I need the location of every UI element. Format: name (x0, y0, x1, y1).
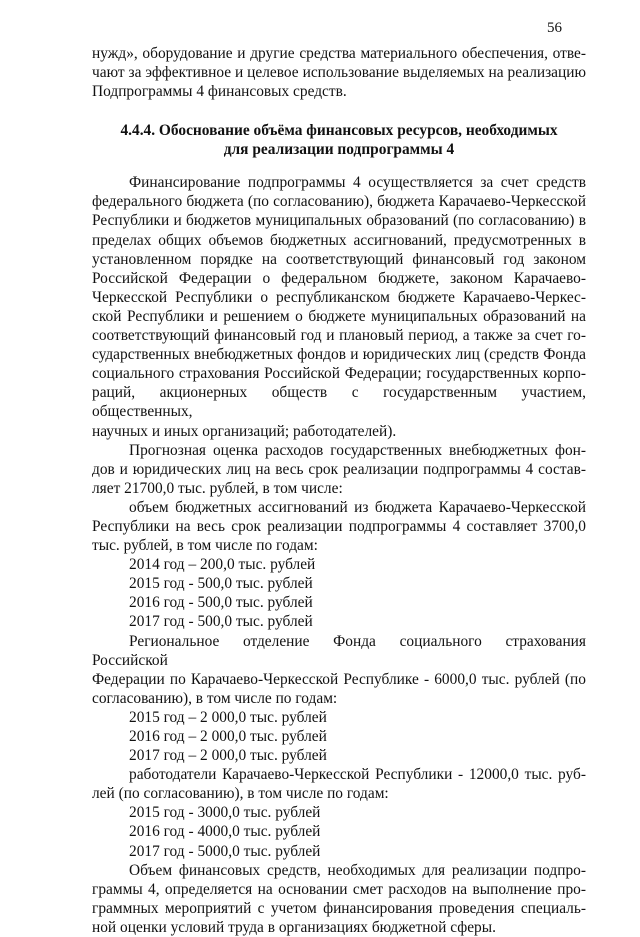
list-item: 2017 год - 5000,0 тыс. рублей (129, 842, 321, 860)
list-item: 2017 год - 500,0 тыс. рублей (129, 613, 313, 631)
section-heading-line: 4.4.4. Обоснование объёма финансовых ресурсов, необходимых (120, 122, 558, 140)
paragraph-line: согласованию), в том числе по годам: (92, 689, 338, 707)
paragraph-line: Республики на весь срок реализации подпрограммы 4 составляет 3700,0 (92, 517, 586, 535)
paragraph-line: тыс. рублей, в том числе по годам: (92, 537, 318, 555)
list-item: 2015 год – 2 000,0 тыс. рублей (129, 708, 327, 726)
paragraph-line: Прогнозная оценка расходов государственных внебюджетных фон- (129, 441, 586, 459)
list-item: 2016 год - 500,0 тыс. рублей (129, 594, 313, 612)
paragraph-line: сударственных внебюджетных фондов и юридических лиц (средств Фонда (92, 346, 586, 364)
paragraph-line: Финансирование подпрограммы 4 осуществляется за счет средств (129, 174, 586, 192)
intro-line: чают за эффективное и целевое использование выделяемых на реализацию (92, 64, 586, 82)
paragraph-line: пределах общих объемов бюджетных ассигнований, предусмотренных в (92, 231, 586, 249)
page-content (92, 44, 586, 937)
intro-line: Подпрограммы 4 финансовых средств. (92, 83, 347, 101)
paragraph-line: Объем финансовых средств, необходимых для реализации подпро- (129, 861, 586, 879)
paragraph-line: Региональное отделение Фонда социального страхования Российской (92, 632, 586, 669)
list-item: 2015 год - 3000,0 тыс. рублей (129, 804, 321, 822)
list-item: 2016 год – 2 000,0 тыс. рублей (129, 728, 327, 745)
paragraph-line: раций, акционерных обществ с государственным участием, общественных, (92, 384, 586, 421)
paragraph-line: ской Республики и решением о бюджете муниципальных образований на (92, 307, 586, 325)
paragraph-line: Российской Федерации о федеральном бюджете, законом Карачаево- (92, 269, 586, 287)
section-heading (92, 121, 586, 159)
list-item: 2015 год - 500,0 тыс. рублей (129, 575, 313, 593)
section-heading-line: для реализации подпрограммы 4 (223, 141, 455, 159)
list-item: 2016 год - 4000,0 тыс. рублей (129, 823, 321, 841)
paragraph-line: соответствующий финансовый год и плановый период, а также за счет го- (92, 327, 586, 345)
paragraph-line: установленном порядке на соответствующий финансовый год законом (92, 250, 586, 268)
paragraph-line: научных и иных организаций; работодателей). (92, 422, 397, 440)
paragraph-line: работодатели Карачаево-Черкесской Республики - 12000,0 тыс. руб- (129, 766, 586, 784)
paragraph-line: Черкесской Республики о республиканском бюджете Карачаево-Черкес- (92, 288, 586, 306)
paragraph-line: дов и юридических лиц на весь срок реализации подпрограммы 4 состав- (92, 460, 586, 478)
paragraph-line: Республики и бюджетов муниципальных образований (по согласованию) в (92, 212, 586, 230)
intro-line: нужд», оборудование и другие средства материального обеспечения, отве- (92, 45, 586, 62)
paragraph-line: Федерации по Карачаево-Черкесской Республике - 6000,0 тыс. рублей (по (92, 670, 586, 688)
paragraph-line: ной оценки условий труда в организациях бюджетной сферы. (92, 918, 496, 936)
paragraph-line: социального страхования Российской Федерации; государственных корпо- (92, 365, 586, 383)
paragraph-line: граммных мероприятий с учетом финансирования проведения специаль- (92, 899, 586, 917)
paragraph-line: лей (по согласованию), в том числе по годам: (92, 785, 389, 803)
paragraph-line: ляет 21700,0 тыс. рублей, в том числе: (92, 479, 343, 497)
paragraph-line: граммы 4, определяется на основании смет расходов на выполнение про- (92, 880, 586, 898)
paragraph-line: объем бюджетных ассигнований из бюджета Карачаево-Черкесской (129, 498, 586, 516)
list-item: 2014 год – 200,0 тыс. рублей (129, 556, 316, 574)
page-number: 56 (547, 20, 562, 36)
list-item: 2017 год – 2 000,0 тыс. рублей (129, 747, 327, 765)
paragraph-line: федерального бюджета (по согласованию), бюджета Карачаево-Черкесской (92, 193, 586, 211)
